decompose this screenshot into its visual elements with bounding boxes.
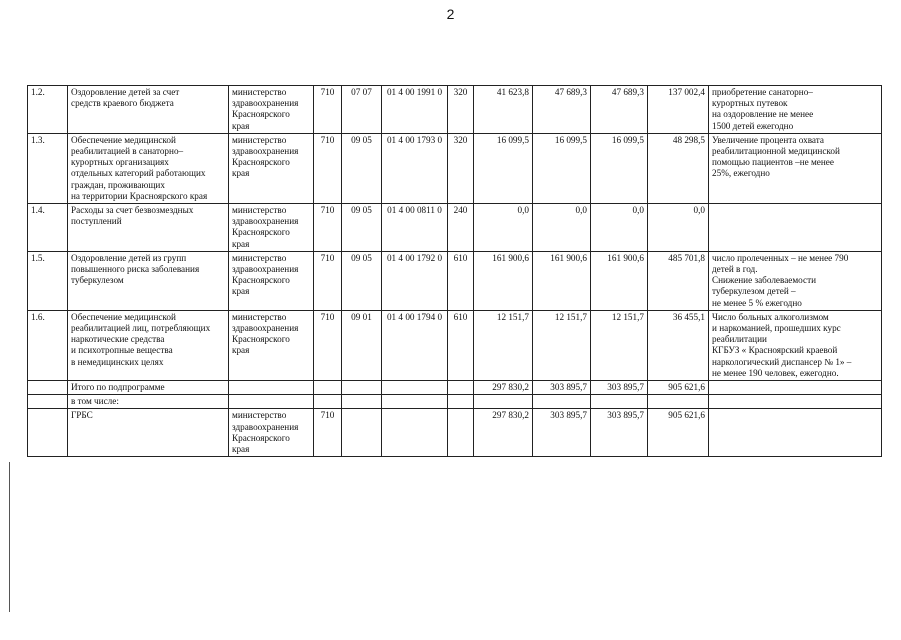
text-line: края: [232, 444, 250, 455]
row-rzpr: 07 07: [342, 86, 382, 134]
including-row: [28, 395, 882, 409]
empty-cell: [382, 395, 448, 409]
empty-cell: [314, 381, 342, 395]
row-csr: 01 4 00 1794 0: [382, 310, 448, 380]
table-row: [28, 310, 882, 380]
text-line: реабилитации: [712, 334, 767, 345]
empty-cell: [591, 395, 648, 409]
text-line: края: [232, 120, 250, 131]
text-line: на оздоровление не менее: [712, 109, 814, 120]
empty-cell: [342, 409, 382, 457]
text-line: КГБУЗ « Красноярский краевой: [712, 345, 838, 356]
row-rzpr: 09 05: [342, 133, 382, 203]
row-csr: 01 4 00 0811 0: [382, 204, 448, 252]
text-line: Красноярского: [232, 227, 290, 238]
row-csr: 01 4 00 1991 0: [382, 86, 448, 134]
row-result: [709, 251, 882, 310]
row-ministry: [229, 251, 314, 310]
grbs-year2: 303 895,7: [533, 409, 591, 457]
budget-table-body: [28, 86, 882, 457]
text-line: края: [232, 168, 250, 179]
row-grbs: 710: [314, 204, 342, 252]
text-line: не менее 190 человек, ежегодно.: [712, 367, 839, 378]
row-year2: 0,0: [533, 204, 591, 252]
including-label: в том числе:: [68, 395, 229, 409]
row-year3: 161 900,6: [591, 251, 648, 310]
text-line: Красноярского: [232, 157, 290, 168]
empty-cell: [28, 381, 68, 395]
empty-cell: [342, 395, 382, 409]
text-line: реабилитацией в санаторно–: [71, 146, 184, 157]
text-line: средств краевого бюджета: [71, 98, 174, 109]
text-line: здравоохранения: [232, 323, 299, 334]
row-total: 48 298,5: [648, 133, 709, 203]
empty-cell: [382, 381, 448, 395]
row-total: 0,0: [648, 204, 709, 252]
text-line: помощью пациентов –не менее: [712, 157, 834, 168]
empty-cell: [314, 395, 342, 409]
row-rzpr: 09 01: [342, 310, 382, 380]
text-line: здравоохранения: [232, 216, 299, 227]
row-year3: 16 099,5: [591, 133, 648, 203]
row-name: [68, 204, 229, 252]
text-line: министерство: [232, 252, 287, 263]
empty-cell: [709, 381, 882, 395]
page-number: 2: [446, 6, 455, 22]
row-year2: 47 689,3: [533, 86, 591, 134]
row-csr: 01 4 00 1793 0: [382, 133, 448, 203]
text-line: на территории Красноярского края: [71, 190, 208, 201]
row-csr: 01 4 00 1792 0: [382, 251, 448, 310]
empty-cell: [28, 409, 68, 457]
text-line: туберкулезом: [71, 275, 124, 286]
row-number: 1.2.: [28, 86, 68, 134]
text-line: края: [232, 286, 250, 297]
subtotal-year2: 303 895,7: [533, 381, 591, 395]
row-vr: 610: [448, 251, 474, 310]
row-vr: 320: [448, 86, 474, 134]
text-line: здравоохранения: [232, 421, 299, 432]
row-total: 485 701,8: [648, 251, 709, 310]
row-ministry: [229, 133, 314, 203]
text-line: Оздоровление детей из групп: [71, 252, 187, 263]
row-vr: 320: [448, 133, 474, 203]
text-line: курортных путевок: [712, 98, 788, 109]
text-line: отдельных категорий работающих: [71, 168, 206, 179]
table-row: [28, 86, 882, 134]
row-grbs: 710: [314, 86, 342, 134]
row-ministry: [229, 310, 314, 380]
empty-cell: [474, 395, 533, 409]
row-name: [68, 310, 229, 380]
row-vr: 240: [448, 204, 474, 252]
text-line: Расходы за счет безвозмездных: [71, 205, 194, 216]
text-line: Увеличение процента охвата: [712, 134, 824, 145]
table-row: [28, 204, 882, 252]
empty-cell: [709, 395, 882, 409]
empty-cell: [448, 409, 474, 457]
text-line: повышенного риска заболевания: [71, 264, 200, 275]
row-year2: 16 099,5: [533, 133, 591, 203]
text-line: министерство: [232, 205, 287, 216]
text-line: наркологический диспансер № 1» –: [712, 356, 852, 367]
text-line: Обеспечение медицинской: [71, 134, 176, 145]
text-line: реабилитационной медицинской: [712, 146, 840, 157]
subtotal-total: 905 621,6: [648, 381, 709, 395]
text-line: министерство: [232, 311, 287, 322]
row-result: [709, 133, 882, 203]
empty-cell: [382, 409, 448, 457]
row-year2: 161 900,6: [533, 251, 591, 310]
row-grbs: 710: [314, 133, 342, 203]
empty-cell: [709, 409, 882, 457]
text-line: детей в год.: [712, 264, 758, 275]
text-line: Красноярского: [232, 275, 290, 286]
text-line: наркотические средства: [71, 334, 165, 345]
row-year1: 41 623,8: [474, 86, 533, 134]
text-line: Красноярского: [232, 432, 290, 443]
margin-rule: [9, 462, 10, 612]
row-year2: 12 151,7: [533, 310, 591, 380]
row-year3: 0,0: [591, 204, 648, 252]
empty-cell: [28, 395, 68, 409]
text-line: 1500 детей ежегодно: [712, 120, 794, 131]
text-line: граждан, проживающих: [71, 179, 165, 190]
text-line: туберкулезом детей –: [712, 286, 796, 297]
text-line: здравоохранения: [232, 146, 299, 157]
empty-cell: [448, 381, 474, 395]
row-number: 1.3.: [28, 133, 68, 203]
grbs-row: [28, 409, 882, 457]
text-line: поступлений: [71, 216, 122, 227]
row-total: 36 455,1: [648, 310, 709, 380]
text-line: Оздоровление детей за счет: [71, 87, 180, 97]
row-ministry: [229, 204, 314, 252]
row-year3: 12 151,7: [591, 310, 648, 380]
grbs-year3: 303 895,7: [591, 409, 648, 457]
text-line: здравоохранения: [232, 98, 299, 109]
text-line: в немедицинских целях: [71, 356, 164, 367]
text-line: Красноярского: [232, 109, 290, 120]
subtotal-year3: 303 895,7: [591, 381, 648, 395]
row-name: [68, 133, 229, 203]
row-year1: 16 099,5: [474, 133, 533, 203]
row-year1: 12 151,7: [474, 310, 533, 380]
row-ministry: [229, 86, 314, 134]
text-line: число пролеченных – не менее 790: [712, 252, 849, 263]
row-number: 1.4.: [28, 204, 68, 252]
text-line: края: [232, 238, 250, 249]
grbs-ministry: [229, 409, 314, 457]
row-result: [709, 86, 882, 134]
row-total: 137 002,4: [648, 86, 709, 134]
row-rzpr: 09 05: [342, 251, 382, 310]
text-line: и психотропные вещества: [71, 345, 173, 356]
subtotal-label: Итого по подпрограмме: [68, 381, 229, 395]
text-line: не менее 5 % ежегодно: [712, 297, 802, 308]
subtotal-row: [28, 381, 882, 395]
empty-cell: [229, 395, 314, 409]
row-result: [709, 204, 882, 252]
grbs-total: 905 621,6: [648, 409, 709, 457]
empty-cell: [342, 381, 382, 395]
empty-cell: [229, 381, 314, 395]
text-line: курортных организациях: [71, 157, 169, 168]
row-result: [709, 310, 882, 380]
grbs-year1: 297 830,2: [474, 409, 533, 457]
text-line: 25%, ежегодно: [712, 168, 770, 179]
text-line: края: [232, 345, 250, 356]
table-row: [28, 251, 882, 310]
row-number: 1.5.: [28, 251, 68, 310]
text-line: Красноярского: [232, 334, 290, 345]
empty-cell: [448, 395, 474, 409]
row-year3: 47 689,3: [591, 86, 648, 134]
text-line: реабилитацией лиц, потребляющих: [71, 323, 211, 334]
row-grbs: 710: [314, 310, 342, 380]
text-line: министерство: [232, 87, 287, 97]
empty-cell: [533, 395, 591, 409]
text-line: Число больных алкоголизмом: [712, 311, 829, 322]
budget-table: [27, 85, 882, 457]
grbs-code: 710: [314, 409, 342, 457]
row-vr: 610: [448, 310, 474, 380]
row-name: [68, 251, 229, 310]
text-line: Снижение заболеваемости: [712, 275, 817, 286]
text-line: здравоохранения: [232, 264, 299, 275]
row-year1: 161 900,6: [474, 251, 533, 310]
text-line: приобретение санаторно–: [712, 87, 813, 97]
text-line: министерство: [232, 410, 287, 421]
text-line: и наркоманией, прошедших курс: [712, 323, 841, 334]
subtotal-year1: 297 830,2: [474, 381, 533, 395]
row-year1: 0,0: [474, 204, 533, 252]
grbs-label: ГРБС: [68, 409, 229, 457]
text-line: Обеспечение медицинской: [71, 311, 176, 322]
row-rzpr: 09 05: [342, 204, 382, 252]
row-number: 1.6.: [28, 310, 68, 380]
empty-cell: [648, 395, 709, 409]
text-line: министерство: [232, 134, 287, 145]
row-grbs: 710: [314, 251, 342, 310]
row-name: [68, 86, 229, 134]
table-row: [28, 133, 882, 203]
